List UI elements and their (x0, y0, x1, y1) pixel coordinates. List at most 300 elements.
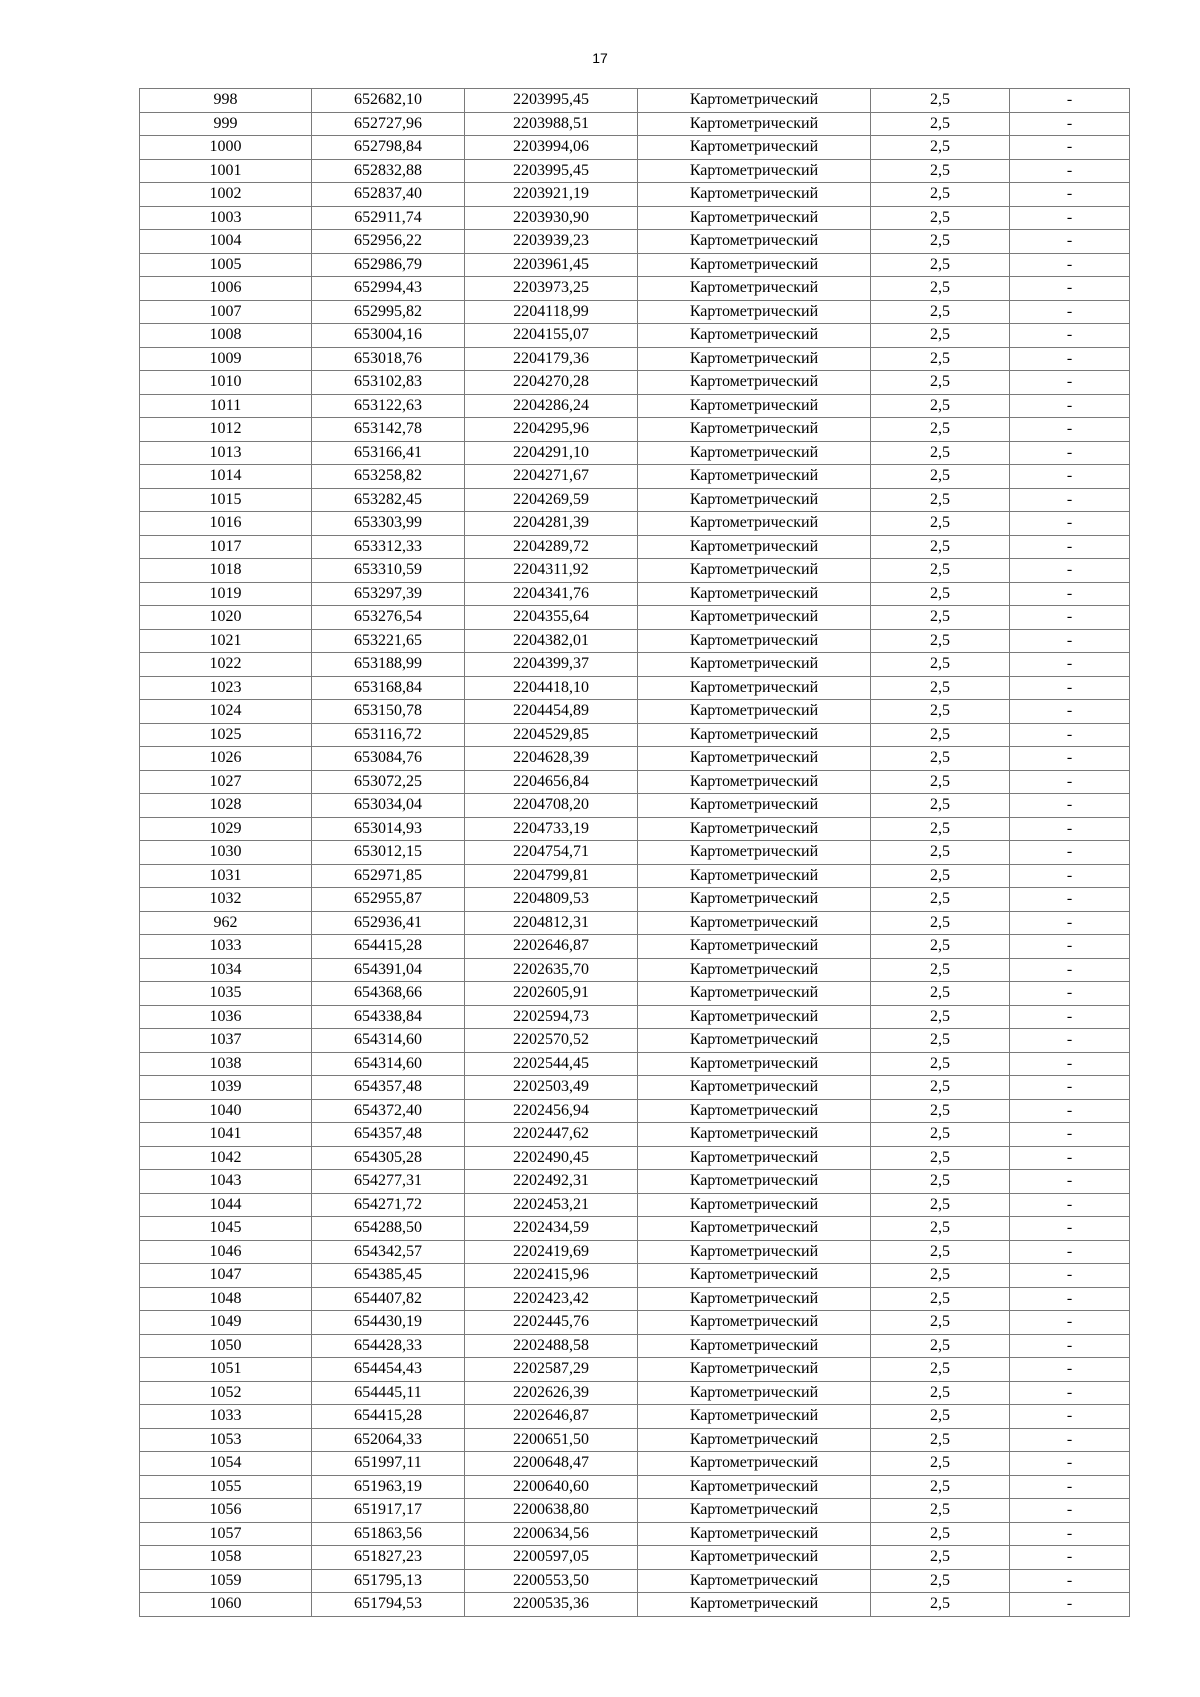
accuracy-cell: 2,5 (871, 1240, 1010, 1264)
accuracy-cell: 2,5 (871, 1005, 1010, 1029)
x-coordinate-cell: 652986,79 (312, 253, 465, 277)
point-number-cell: 1052 (140, 1381, 312, 1405)
x-coordinate-cell: 653116,72 (312, 723, 465, 747)
accuracy-cell: 2,5 (871, 864, 1010, 888)
accuracy-cell: 2,5 (871, 1193, 1010, 1217)
y-coordinate-cell: 2202570,52 (465, 1029, 638, 1053)
method-cell: Картометрический (638, 582, 871, 606)
accuracy-cell: 2,5 (871, 1381, 1010, 1405)
table-row (140, 1264, 1130, 1288)
method-cell: Картометрический (638, 1405, 871, 1429)
description-cell: - (1010, 1240, 1130, 1264)
description-cell: - (1010, 700, 1130, 724)
accuracy-cell: 2,5 (871, 888, 1010, 912)
point-number-cell: 1036 (140, 1005, 312, 1029)
accuracy-cell: 2,5 (871, 206, 1010, 230)
table-row (140, 1546, 1130, 1570)
x-coordinate-cell: 654407,82 (312, 1287, 465, 1311)
x-coordinate-cell: 654357,48 (312, 1123, 465, 1147)
x-coordinate-cell: 654368,66 (312, 982, 465, 1006)
y-coordinate-cell: 2204118,99 (465, 300, 638, 324)
accuracy-cell: 2,5 (871, 535, 1010, 559)
table-row (140, 277, 1130, 301)
accuracy-cell: 2,5 (871, 183, 1010, 207)
point-number-cell: 1017 (140, 535, 312, 559)
table-row (140, 206, 1130, 230)
accuracy-cell: 2,5 (871, 1146, 1010, 1170)
accuracy-cell: 2,5 (871, 700, 1010, 724)
table-row (140, 1193, 1130, 1217)
y-coordinate-cell: 2202434,59 (465, 1217, 638, 1241)
point-number-cell: 1032 (140, 888, 312, 912)
table-row (140, 1358, 1130, 1382)
x-coordinate-cell: 654372,40 (312, 1099, 465, 1123)
method-cell: Картометрический (638, 958, 871, 982)
method-cell: Картометрический (638, 1217, 871, 1241)
point-number-cell: 1012 (140, 418, 312, 442)
x-coordinate-cell: 652971,85 (312, 864, 465, 888)
description-cell: - (1010, 136, 1130, 160)
method-cell: Картометрический (638, 1475, 871, 1499)
method-cell: Картометрический (638, 1123, 871, 1147)
method-cell: Картометрический (638, 488, 871, 512)
point-number-cell: 1048 (140, 1287, 312, 1311)
method-cell: Картометрический (638, 1287, 871, 1311)
point-number-cell: 1004 (140, 230, 312, 254)
method-cell: Картометрический (638, 253, 871, 277)
point-number-cell: 1005 (140, 253, 312, 277)
x-coordinate-cell: 653012,15 (312, 841, 465, 865)
accuracy-cell: 2,5 (871, 935, 1010, 959)
description-cell: - (1010, 582, 1130, 606)
point-number-cell: 1008 (140, 324, 312, 348)
description-cell: - (1010, 488, 1130, 512)
description-cell: - (1010, 1076, 1130, 1100)
point-number-cell: 1002 (140, 183, 312, 207)
description-cell: - (1010, 1170, 1130, 1194)
accuracy-cell: 2,5 (871, 1123, 1010, 1147)
table-row (140, 1334, 1130, 1358)
point-number-cell: 1029 (140, 817, 312, 841)
y-coordinate-cell: 2202646,87 (465, 935, 638, 959)
description-cell: - (1010, 89, 1130, 113)
point-number-cell: 1034 (140, 958, 312, 982)
point-number-cell: 1031 (140, 864, 312, 888)
table-row (140, 1522, 1130, 1546)
x-coordinate-cell: 653072,25 (312, 770, 465, 794)
x-coordinate-cell: 653282,45 (312, 488, 465, 512)
y-coordinate-cell: 2200640,60 (465, 1475, 638, 1499)
description-cell: - (1010, 1264, 1130, 1288)
x-coordinate-cell: 652995,82 (312, 300, 465, 324)
description-cell: - (1010, 676, 1130, 700)
table-row (140, 1428, 1130, 1452)
table-row (140, 418, 1130, 442)
method-cell: Картометрический (638, 277, 871, 301)
y-coordinate-cell: 2202453,21 (465, 1193, 638, 1217)
accuracy-cell: 2,5 (871, 1546, 1010, 1570)
x-coordinate-cell: 653150,78 (312, 700, 465, 724)
y-coordinate-cell: 2204295,96 (465, 418, 638, 442)
accuracy-cell: 2,5 (871, 136, 1010, 160)
accuracy-cell: 2,5 (871, 1076, 1010, 1100)
description-cell: - (1010, 1546, 1130, 1570)
method-cell: Картометрический (638, 1381, 871, 1405)
y-coordinate-cell: 2200651,50 (465, 1428, 638, 1452)
description-cell: - (1010, 253, 1130, 277)
description-cell: - (1010, 1311, 1130, 1335)
table-row (140, 1381, 1130, 1405)
point-number-cell: 1043 (140, 1170, 312, 1194)
y-coordinate-cell: 2204454,89 (465, 700, 638, 724)
x-coordinate-cell: 653122,63 (312, 394, 465, 418)
y-coordinate-cell: 2204289,72 (465, 535, 638, 559)
y-coordinate-cell: 2204418,10 (465, 676, 638, 700)
description-cell: - (1010, 1052, 1130, 1076)
description-cell: - (1010, 982, 1130, 1006)
accuracy-cell: 2,5 (871, 1264, 1010, 1288)
table-row (140, 1452, 1130, 1476)
point-number-cell: 1033 (140, 935, 312, 959)
method-cell: Картометрический (638, 1569, 871, 1593)
point-number-cell: 962 (140, 911, 312, 935)
method-cell: Картометрический (638, 535, 871, 559)
description-cell: - (1010, 1569, 1130, 1593)
accuracy-cell: 2,5 (871, 770, 1010, 794)
table-row (140, 1311, 1130, 1335)
table-row (140, 958, 1130, 982)
coordinates-table-body (140, 89, 1130, 1617)
table-row (140, 465, 1130, 489)
x-coordinate-cell: 653312,33 (312, 535, 465, 559)
y-coordinate-cell: 2203939,23 (465, 230, 638, 254)
table-row (140, 676, 1130, 700)
x-coordinate-cell: 653303,99 (312, 512, 465, 536)
method-cell: Картометрический (638, 841, 871, 865)
accuracy-cell: 2,5 (871, 465, 1010, 489)
accuracy-cell: 2,5 (871, 582, 1010, 606)
description-cell: - (1010, 230, 1130, 254)
x-coordinate-cell: 651863,56 (312, 1522, 465, 1546)
method-cell: Картометрический (638, 324, 871, 348)
x-coordinate-cell: 654342,57 (312, 1240, 465, 1264)
x-coordinate-cell: 654454,43 (312, 1358, 465, 1382)
table-row (140, 1405, 1130, 1429)
point-number-cell: 1056 (140, 1499, 312, 1523)
accuracy-cell: 2,5 (871, 1428, 1010, 1452)
x-coordinate-cell: 652682,10 (312, 89, 465, 113)
point-number-cell: 1019 (140, 582, 312, 606)
y-coordinate-cell: 2204382,01 (465, 629, 638, 653)
x-coordinate-cell: 653014,93 (312, 817, 465, 841)
y-coordinate-cell: 2202635,70 (465, 958, 638, 982)
y-coordinate-cell: 2203930,90 (465, 206, 638, 230)
y-coordinate-cell: 2200634,56 (465, 1522, 638, 1546)
method-cell: Картометрический (638, 206, 871, 230)
y-coordinate-cell: 2202605,91 (465, 982, 638, 1006)
method-cell: Картометрический (638, 982, 871, 1006)
description-cell: - (1010, 1428, 1130, 1452)
point-number-cell: 1000 (140, 136, 312, 160)
description-cell: - (1010, 512, 1130, 536)
method-cell: Картометрический (638, 394, 871, 418)
y-coordinate-cell: 2202447,62 (465, 1123, 638, 1147)
x-coordinate-cell: 654445,11 (312, 1381, 465, 1405)
table-row (140, 770, 1130, 794)
x-coordinate-cell: 651917,17 (312, 1499, 465, 1523)
x-coordinate-cell: 653166,41 (312, 441, 465, 465)
description-cell: - (1010, 1593, 1130, 1617)
method-cell: Картометрический (638, 700, 871, 724)
table-row (140, 1287, 1130, 1311)
method-cell: Картометрический (638, 89, 871, 113)
y-coordinate-cell: 2204733,19 (465, 817, 638, 841)
description-cell: - (1010, 911, 1130, 935)
y-coordinate-cell: 2204281,39 (465, 512, 638, 536)
method-cell: Картометрический (638, 1358, 871, 1382)
method-cell: Картометрический (638, 817, 871, 841)
x-coordinate-cell: 652911,74 (312, 206, 465, 230)
table-row (140, 1593, 1130, 1617)
y-coordinate-cell: 2203973,25 (465, 277, 638, 301)
accuracy-cell: 2,5 (871, 841, 1010, 865)
point-number-cell: 1037 (140, 1029, 312, 1053)
accuracy-cell: 2,5 (871, 747, 1010, 771)
x-coordinate-cell: 654271,72 (312, 1193, 465, 1217)
accuracy-cell: 2,5 (871, 817, 1010, 841)
table-row (140, 888, 1130, 912)
point-number-cell: 1003 (140, 206, 312, 230)
y-coordinate-cell: 2202646,87 (465, 1405, 638, 1429)
method-cell: Картометрический (638, 1499, 871, 1523)
table-row (140, 1005, 1130, 1029)
accuracy-cell: 2,5 (871, 159, 1010, 183)
x-coordinate-cell: 652727,96 (312, 112, 465, 136)
table-row (140, 112, 1130, 136)
y-coordinate-cell: 2200597,05 (465, 1546, 638, 1570)
y-coordinate-cell: 2202419,69 (465, 1240, 638, 1264)
description-cell: - (1010, 653, 1130, 677)
y-coordinate-cell: 2203961,45 (465, 253, 638, 277)
table-row (140, 512, 1130, 536)
description-cell: - (1010, 1499, 1130, 1523)
method-cell: Картометрический (638, 653, 871, 677)
x-coordinate-cell: 652837,40 (312, 183, 465, 207)
description-cell: - (1010, 864, 1130, 888)
y-coordinate-cell: 2203995,45 (465, 159, 638, 183)
table-row (140, 441, 1130, 465)
point-number-cell: 1039 (140, 1076, 312, 1100)
accuracy-cell: 2,5 (871, 1170, 1010, 1194)
x-coordinate-cell: 654314,60 (312, 1052, 465, 1076)
y-coordinate-cell: 2202490,45 (465, 1146, 638, 1170)
accuracy-cell: 2,5 (871, 371, 1010, 395)
x-coordinate-cell: 654288,50 (312, 1217, 465, 1241)
description-cell: - (1010, 747, 1130, 771)
point-number-cell: 1033 (140, 1405, 312, 1429)
table-row (140, 1240, 1130, 1264)
method-cell: Картометрический (638, 1146, 871, 1170)
table-row (140, 794, 1130, 818)
accuracy-cell: 2,5 (871, 488, 1010, 512)
x-coordinate-cell: 652064,33 (312, 1428, 465, 1452)
point-number-cell: 1055 (140, 1475, 312, 1499)
accuracy-cell: 2,5 (871, 230, 1010, 254)
description-cell: - (1010, 418, 1130, 442)
table-row (140, 230, 1130, 254)
table-row (140, 1029, 1130, 1053)
x-coordinate-cell: 652994,43 (312, 277, 465, 301)
y-coordinate-cell: 2204269,59 (465, 488, 638, 512)
x-coordinate-cell: 653276,54 (312, 606, 465, 630)
description-cell: - (1010, 1193, 1130, 1217)
table-row (140, 324, 1130, 348)
method-cell: Картометрический (638, 1193, 871, 1217)
x-coordinate-cell: 652832,88 (312, 159, 465, 183)
accuracy-cell: 2,5 (871, 676, 1010, 700)
description-cell: - (1010, 1381, 1130, 1405)
method-cell: Картометрический (638, 512, 871, 536)
table-row (140, 1499, 1130, 1523)
method-cell: Картометрический (638, 1240, 871, 1264)
table-row (140, 1076, 1130, 1100)
method-cell: Картометрический (638, 1005, 871, 1029)
accuracy-cell: 2,5 (871, 418, 1010, 442)
accuracy-cell: 2,5 (871, 512, 1010, 536)
table-row (140, 982, 1130, 1006)
point-number-cell: 1059 (140, 1569, 312, 1593)
y-coordinate-cell: 2202594,73 (465, 1005, 638, 1029)
method-cell: Картометрический (638, 1428, 871, 1452)
x-coordinate-cell: 654314,60 (312, 1029, 465, 1053)
table-row (140, 1123, 1130, 1147)
point-number-cell: 1027 (140, 770, 312, 794)
y-coordinate-cell: 2200553,50 (465, 1569, 638, 1593)
table-row (140, 864, 1130, 888)
point-number-cell: 1007 (140, 300, 312, 324)
method-cell: Картометрический (638, 418, 871, 442)
x-coordinate-cell: 653004,16 (312, 324, 465, 348)
point-number-cell: 1018 (140, 559, 312, 583)
table-row (140, 1146, 1130, 1170)
table-row (140, 1052, 1130, 1076)
method-cell: Картометрический (638, 723, 871, 747)
description-cell: - (1010, 1029, 1130, 1053)
method-cell: Картометрический (638, 888, 871, 912)
point-number-cell: 1053 (140, 1428, 312, 1452)
description-cell: - (1010, 394, 1130, 418)
method-cell: Картометрический (638, 230, 871, 254)
y-coordinate-cell: 2204754,71 (465, 841, 638, 865)
point-number-cell: 1042 (140, 1146, 312, 1170)
method-cell: Картометрический (638, 1311, 871, 1335)
description-cell: - (1010, 723, 1130, 747)
point-number-cell: 1047 (140, 1264, 312, 1288)
description-cell: - (1010, 1452, 1130, 1476)
accuracy-cell: 2,5 (871, 300, 1010, 324)
x-coordinate-cell: 653188,99 (312, 653, 465, 677)
accuracy-cell: 2,5 (871, 1499, 1010, 1523)
description-cell: - (1010, 817, 1130, 841)
method-cell: Картометрический (638, 300, 871, 324)
description-cell: - (1010, 1358, 1130, 1382)
accuracy-cell: 2,5 (871, 1569, 1010, 1593)
coordinates-table (139, 88, 1130, 1617)
table-row (140, 371, 1130, 395)
table-row (140, 841, 1130, 865)
accuracy-cell: 2,5 (871, 1287, 1010, 1311)
y-coordinate-cell: 2202544,45 (465, 1052, 638, 1076)
x-coordinate-cell: 653084,76 (312, 747, 465, 771)
accuracy-cell: 2,5 (871, 1358, 1010, 1382)
y-coordinate-cell: 2202445,76 (465, 1311, 638, 1335)
point-number-cell: 1010 (140, 371, 312, 395)
description-cell: - (1010, 441, 1130, 465)
x-coordinate-cell: 653034,04 (312, 794, 465, 818)
point-number-cell: 1023 (140, 676, 312, 700)
x-coordinate-cell: 654415,28 (312, 1405, 465, 1429)
point-number-cell: 1041 (140, 1123, 312, 1147)
method-cell: Картометрический (638, 441, 871, 465)
method-cell: Картометрический (638, 1522, 871, 1546)
point-number-cell: 1058 (140, 1546, 312, 1570)
y-coordinate-cell: 2204529,85 (465, 723, 638, 747)
method-cell: Картометрический (638, 1170, 871, 1194)
accuracy-cell: 2,5 (871, 1475, 1010, 1499)
x-coordinate-cell: 651997,11 (312, 1452, 465, 1476)
accuracy-cell: 2,5 (871, 606, 1010, 630)
method-cell: Картометрический (638, 347, 871, 371)
description-cell: - (1010, 888, 1130, 912)
method-cell: Картометрический (638, 770, 871, 794)
table-row (140, 1099, 1130, 1123)
y-coordinate-cell: 2204708,20 (465, 794, 638, 818)
x-coordinate-cell: 653310,59 (312, 559, 465, 583)
x-coordinate-cell: 654277,31 (312, 1170, 465, 1194)
x-coordinate-cell: 654305,28 (312, 1146, 465, 1170)
point-number-cell: 1057 (140, 1522, 312, 1546)
table-row (140, 700, 1130, 724)
x-coordinate-cell: 652956,22 (312, 230, 465, 254)
table-row (140, 653, 1130, 677)
accuracy-cell: 2,5 (871, 958, 1010, 982)
table-row (140, 723, 1130, 747)
point-number-cell: 1050 (140, 1334, 312, 1358)
table-row (140, 300, 1130, 324)
y-coordinate-cell: 2204286,24 (465, 394, 638, 418)
description-cell: - (1010, 629, 1130, 653)
table-row (140, 582, 1130, 606)
description-cell: - (1010, 1334, 1130, 1358)
y-coordinate-cell: 2202456,94 (465, 1099, 638, 1123)
table-row (140, 559, 1130, 583)
x-coordinate-cell: 653221,65 (312, 629, 465, 653)
x-coordinate-cell: 651963,19 (312, 1475, 465, 1499)
table-row (140, 488, 1130, 512)
method-cell: Картометрический (638, 559, 871, 583)
accuracy-cell: 2,5 (871, 982, 1010, 1006)
method-cell: Картометрический (638, 747, 871, 771)
table-row (140, 136, 1130, 160)
y-coordinate-cell: 2204341,76 (465, 582, 638, 606)
y-coordinate-cell: 2202423,42 (465, 1287, 638, 1311)
point-number-cell: 1051 (140, 1358, 312, 1382)
description-cell: - (1010, 935, 1130, 959)
method-cell: Картометрический (638, 183, 871, 207)
y-coordinate-cell: 2202492,31 (465, 1170, 638, 1194)
y-coordinate-cell: 2204656,84 (465, 770, 638, 794)
point-number-cell: 1013 (140, 441, 312, 465)
